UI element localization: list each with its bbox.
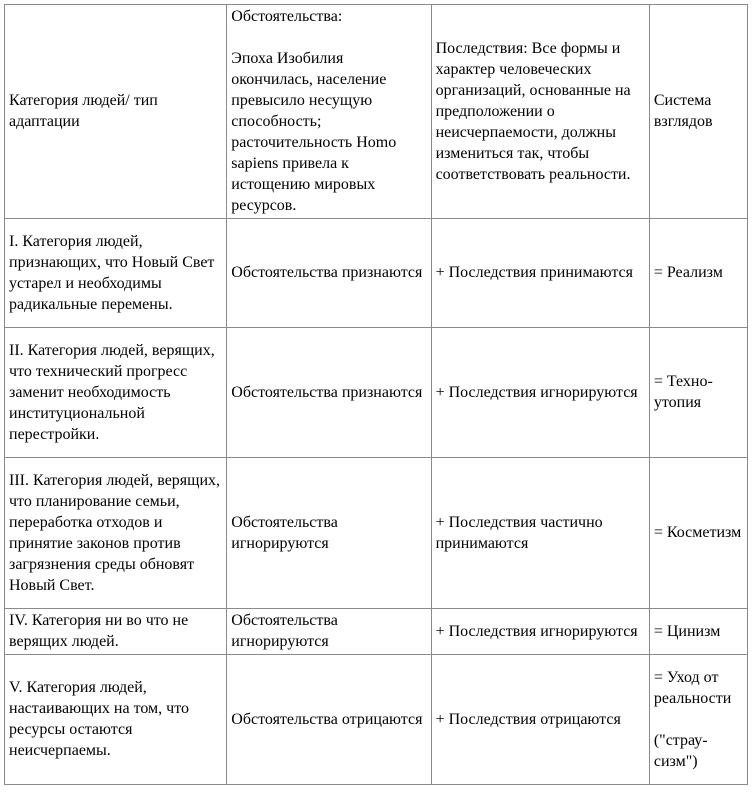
- row-consequences: [432, 328, 650, 458]
- view-text: = Косметизм: [653, 524, 742, 541]
- row-view: [650, 655, 748, 785]
- table-row: [5, 458, 748, 609]
- row-view: [650, 609, 748, 655]
- spacer: [654, 709, 744, 730]
- view-text: = Техно-утопия: [653, 373, 713, 411]
- consequences-text: + Последствия игнорируются: [435, 383, 638, 401]
- row-circumstances: [227, 219, 431, 328]
- category-text: IV. Категория ни во что не верящих людей.: [9, 612, 189, 650]
- row-category: [5, 609, 227, 655]
- row-circumstances: [227, 609, 431, 655]
- category-text: III. Категория людей, верящих, что планирование семьи, переработка отходов и принятие законов против загрязнения среды обновят Новый Свет.: [9, 471, 221, 594]
- header-circumstances-title: Обстоятельства:: [231, 8, 343, 25]
- circumstances-text: Обстоятельства игнорируются: [231, 612, 338, 650]
- row-consequences: [432, 458, 650, 609]
- category-text: II. Категория людей, верящих, что технический прогресс заменит необходимость институциональной перестройки.: [9, 341, 215, 443]
- row-view: [650, 458, 748, 609]
- view-text: = Реализм: [653, 264, 723, 281]
- row-category: [5, 458, 227, 609]
- row-consequences: [432, 219, 650, 328]
- consequences-text: + Последствия игнорируются: [435, 622, 638, 640]
- header-consequences-text: Последствия: Все формы и характер человеческих организаций, основанные на предположении о неисчерпаемости, должны измениться так, чтобы соответствовать реальности.: [435, 39, 631, 183]
- consequences-text: + Последствия частично принимаются: [435, 513, 603, 552]
- row-view: [650, 328, 748, 458]
- table-row: [5, 655, 748, 785]
- spacer: [231, 27, 427, 48]
- header-category-text: Категория людей/ тип адаптации: [9, 92, 158, 130]
- header-circumstances-body: Эпоха Изобилия окончилась, население превысило несущую способность; расточительность Homo sapiens привела к истощению мировых ресурсов.: [231, 50, 397, 214]
- view-text: = Цинизм: [653, 622, 721, 640]
- row-category: [5, 655, 227, 785]
- row-consequences: [432, 655, 650, 785]
- view-text: = Уход от реальности: [653, 668, 732, 707]
- category-text: I. Категория людей, признающих, что Новый Свет устарел и необходимы радикальные перемены.: [9, 232, 215, 313]
- view-extra-text: ("страу-сизм"): [653, 731, 708, 770]
- header-consequences: [432, 5, 650, 219]
- table-row: [5, 219, 748, 328]
- consequences-text: + Последствия отрицаются: [435, 710, 621, 728]
- circumstances-text: Обстоятельства признаются: [231, 383, 423, 401]
- adaptation-table: [4, 4, 748, 785]
- table-row: [5, 609, 748, 655]
- header-view: [650, 5, 748, 219]
- category-text: V. Категория людей, настаивающих на том, что ресурсы остаются неисчерпаемы.: [9, 679, 189, 759]
- row-category: [5, 219, 227, 328]
- table-header-row: [5, 5, 748, 219]
- circumstances-text: Обстоятельства признаются: [231, 264, 423, 281]
- row-circumstances: [227, 655, 431, 785]
- row-category: [5, 328, 227, 458]
- row-circumstances: [227, 328, 431, 458]
- header-view-text: Система взглядов: [653, 92, 713, 130]
- circumstances-text: Обстоятельства игнорируются: [231, 513, 338, 552]
- table-row: [5, 328, 748, 458]
- consequences-text: + Последствия принимаются: [435, 264, 633, 281]
- header-category: [5, 5, 227, 219]
- row-view: [650, 219, 748, 328]
- row-circumstances: [227, 458, 431, 609]
- row-consequences: [432, 609, 650, 655]
- circumstances-text: Обстоятельства отрицаются: [231, 710, 423, 728]
- header-circumstances: [227, 5, 431, 219]
